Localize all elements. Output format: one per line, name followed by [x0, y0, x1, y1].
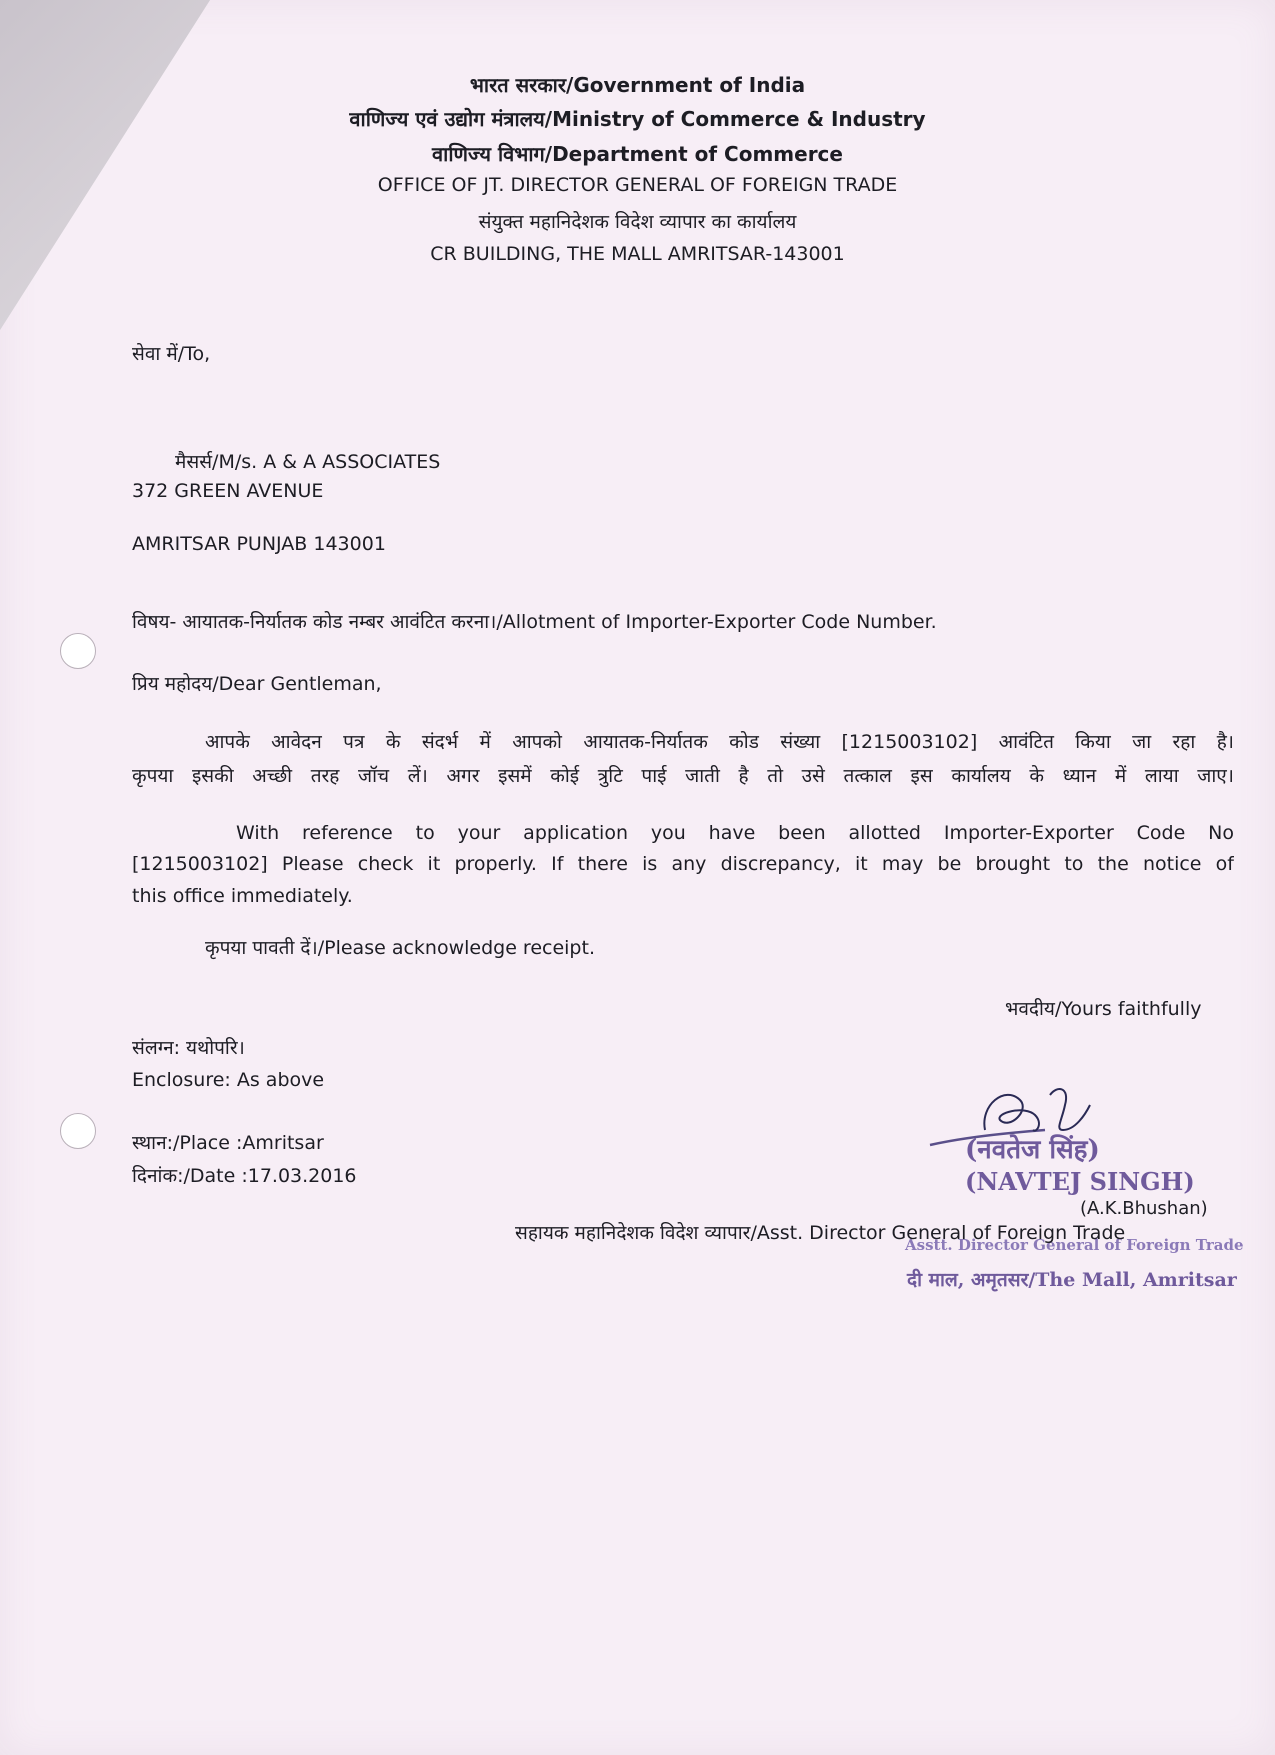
english-paragraph-line-3: this office immediately. — [132, 885, 353, 907]
addressee-street: 372 GREEN AVENUE — [132, 480, 324, 502]
closing-yours-faithfully: भवदीय/Yours faithfully — [1005, 998, 1202, 1020]
letterhead-address: CR BUILDING, THE MALL AMRITSAR-143001 — [430, 243, 845, 265]
hindi-paragraph-line-1: आपके आवेदन पत्र के संदर्भ में आपको आयातक-निर्यातक कोड संख्या [1215003102] आवंटित किया जा रहा है। — [205, 731, 1234, 753]
punch-hole-bottom — [60, 1113, 96, 1149]
signatory-name: (A.K.Bhushan) — [1080, 1198, 1208, 1219]
place: स्थान:/Place :Amritsar — [132, 1132, 324, 1154]
letterhead-government: भारत सरकार/Government of India — [469, 73, 806, 97]
punch-hole-top — [60, 633, 96, 669]
addressee-name: मैसर्स/M/s. A & A ASSOCIATES — [175, 451, 441, 473]
english-paragraph-line-1: With reference to your application you have been allotted Importer-Exporter Code No — [236, 822, 1234, 844]
english-paragraph-line-2: [1215003102] Please check it properly. If there is any discrepancy, it may be brought to the notice of — [132, 853, 1234, 875]
letterhead-ministry: वाणिज्य एवं उद्योग मंत्रालय/Ministry of Commerce & Industry — [349, 107, 926, 131]
date: दिनांक:/Date :17.03.2016 — [132, 1165, 357, 1187]
acknowledge-receipt: कृपया पावती दें।/Please acknowledge receipt. — [205, 937, 595, 959]
stamp-hindi-name: (नवतेज सिंह) — [965, 1135, 1100, 1165]
enclosure-hindi: संलग्न: यथोपरि। — [132, 1037, 245, 1059]
enclosure-english: Enclosure: As above — [132, 1069, 325, 1091]
subject-line: विषय- आयातक-निर्यातक कोड नम्बर आवंटित करना।/Allotment of Importer-Exporter Code Number. — [132, 611, 937, 633]
salutation-to: सेवा में/To, — [132, 343, 211, 365]
addressee-city: AMRITSAR PUNJAB 143001 — [132, 533, 386, 555]
letterhead-office-english: OFFICE OF JT. DIRECTOR GENERAL OF FOREIGN TRADE — [377, 174, 898, 196]
signatory-designation: सहायक महानिदेशक विदेश व्यापार/Asst. Director General of Foreign Trade — [515, 1222, 1126, 1244]
greeting: प्रिय महोदय/Dear Gentleman, — [132, 673, 382, 695]
hindi-paragraph-line-2: कृपया इसकी अच्छी तरह जॉच लें। अगर इसमें कोई त्रुटि पाई जाती है तो उसे तत्काल इस कार्यालय के ध्यान में लाया जाए। — [132, 765, 1234, 787]
stamp-designation: Asstt. Director General of Foreign Trade — [905, 1236, 1244, 1254]
stamp-address: दी माल, अमृतसर/The Mall, Amritsar — [907, 1269, 1237, 1291]
letterhead-office-hindi: संयुक्त महानिदेशक विदेश व्यापार का कार्यालय — [478, 211, 797, 233]
letterhead-department: वाणिज्य विभाग/Department of Commerce — [432, 142, 843, 166]
stamp-english-name: (NAVTEJ SINGH) — [965, 1167, 1195, 1196]
